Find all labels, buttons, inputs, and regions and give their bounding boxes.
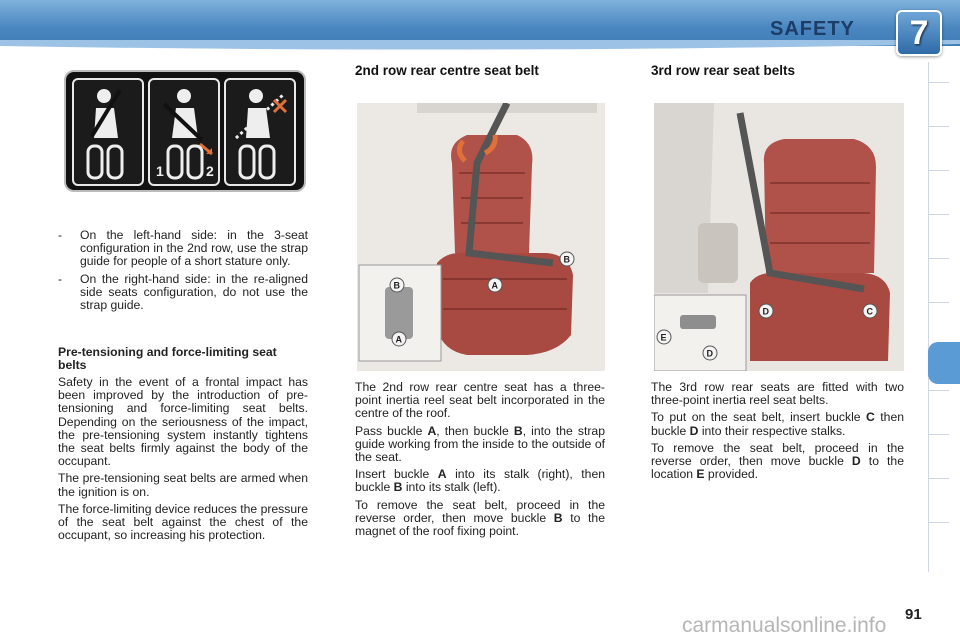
inset-label-b: B: [393, 280, 400, 291]
inset-label-a: A: [395, 334, 402, 345]
rail-tick: [929, 170, 949, 171]
step-number-2: 2: [206, 163, 214, 179]
section-title: SAFETY: [770, 18, 855, 40]
rail-tick: [929, 434, 949, 435]
bullet-text: On the right-hand side: in the re-aligned side seats configuration, do not use the strap guide.: [80, 271, 308, 313]
third-row-title: 3rd row rear seat belts: [651, 63, 796, 78]
bullet-text: On the left-hand side: in the 3-seat configuration in the 2nd row, use the strap guide for people of a short stature only.: [80, 228, 308, 269]
third-step-insert: To put on the seat belt, insert buckle C then buckle D into their respective stalks.: [651, 410, 904, 438]
pretensioning-section: [58, 346, 308, 546]
person-buckling-icon: [150, 80, 218, 184]
third-intro: The 3rd row rear seats are fitted with two three-point inertia reel seat belts.: [651, 380, 904, 408]
chapter-index-rail: [928, 62, 953, 572]
bullet-right-hand: [58, 273, 308, 313]
centre-step-pass: Pass buckle A, then buckle B, into the strap guide working from the inside to the outside of the seat.: [355, 423, 605, 465]
bullet-dash: -: [58, 271, 63, 286]
picto-cell-steps: [148, 78, 220, 186]
third-step-remove: To remove the seat belt, proceed in the reverse order, then move buckle D to the location E provided.: [651, 440, 904, 482]
rail-tick: [929, 478, 949, 479]
bullet-left-hand: [58, 229, 308, 269]
pretensioning-paragraph: The force-limiting device reduces the pressure of the seat belt against the chest of the occupant, so increasing his protection.: [58, 501, 308, 543]
header-wave-decoration: [0, 40, 960, 54]
chapter-tab-active[interactable]: [928, 342, 960, 384]
centre-step-remove: To remove the seat belt, proceed in the reverse order, then move buckle B to the magnet of the roof fixing point.: [355, 497, 605, 539]
seatbelt-pictogram: [64, 70, 306, 192]
centre-belt-title: 2nd row rear centre seat belt: [355, 63, 539, 78]
centre-step-insert: Insert buckle A into its stalk (right), then buckle B into its stalk (left).: [355, 467, 606, 495]
third-row-seat-illustration: [654, 103, 904, 371]
page-number: 91: [905, 606, 922, 623]
centre-seat-photo: [357, 103, 605, 371]
rail-tick: [929, 214, 949, 215]
centre-intro: The 2nd row rear centre seat has a three-point inertia reel seat belt incorporated in the centre of the roof.: [355, 380, 605, 421]
person-belted-icon: [74, 80, 142, 184]
label-b: B: [563, 254, 570, 265]
third-row-seat-photo: [654, 103, 904, 371]
centre-belt-text: [355, 381, 605, 542]
pretensioning-paragraph: Safety in the event of a frontal impact has been improved by the introduction of pre-tensioning and force-limiting seat belts. Depending on the seriousness of the impact, the pre-tensioning system instantly tightens the seat belts firmly against the body of the occupant.: [58, 375, 308, 469]
label-d: D: [762, 306, 769, 317]
rail-tick: [929, 302, 949, 303]
rail-tick: [929, 126, 949, 127]
label-e: E: [660, 332, 667, 343]
rail-tick: [929, 258, 949, 259]
strap-guide-notes: [58, 229, 308, 316]
picto-cell-wrong: [224, 78, 296, 186]
inset-label-d: D: [706, 348, 713, 359]
watermark: carmanualsonline.info: [682, 614, 887, 637]
third-row-text: [651, 381, 904, 485]
person-incorrect-icon: [226, 80, 294, 184]
label-c: C: [866, 306, 873, 317]
pretensioning-heading: Pre-tensioning and force-limiting seat belts: [58, 345, 277, 372]
rail-tick: [929, 82, 949, 83]
rail-tick: [929, 390, 949, 391]
picto-cell-correct: [72, 78, 144, 186]
label-a: A: [491, 280, 498, 291]
chapter-badge[interactable]: [896, 10, 942, 56]
rail-tick: [929, 522, 949, 523]
bullet-dash: -: [58, 228, 63, 242]
chapter-number: 7: [909, 13, 929, 52]
step-number-1: 1: [156, 163, 164, 179]
pretensioning-paragraph: The pre-tensioning seat belts are armed when the ignition is on.: [58, 471, 308, 499]
centre-seat-illustration: [357, 103, 605, 371]
